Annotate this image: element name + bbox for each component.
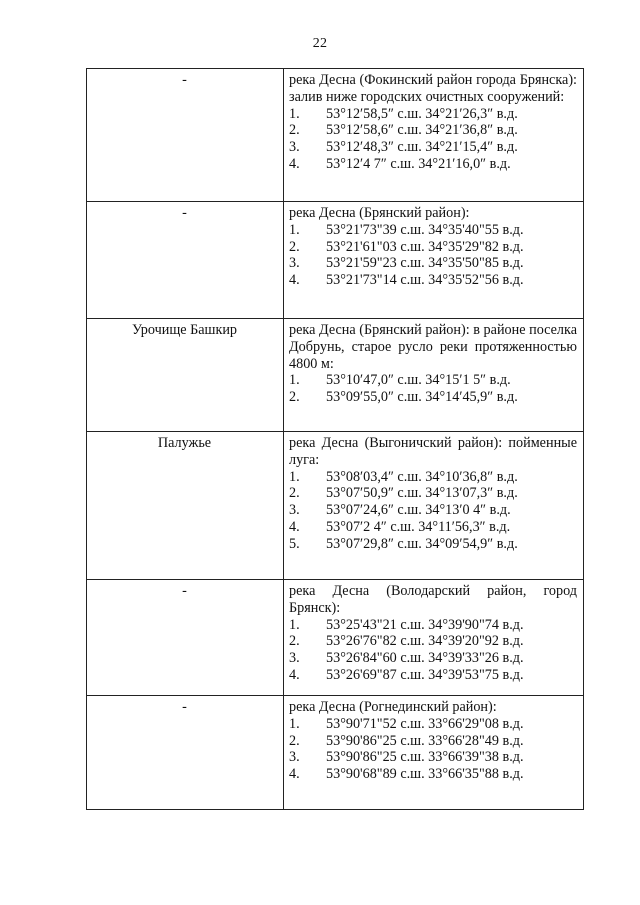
coordinate-item [289,485,577,502]
site-name: Урочище Башкир [131,322,238,338]
coordinate-item [289,749,577,766]
coordinate-number: 4. [289,518,300,535]
coordinate-number: 1. [289,468,300,485]
coordinate-item [289,239,577,256]
coordinate-value: 53°25'43"21 с.ш. 34°39'90"74 в.д. [326,616,524,633]
site-description: река Десна (Фокинский район города Брянска): залив ниже городских очистных сооружений: [289,72,577,105]
site-name-cell [87,69,284,202]
coordinate-value: 53°26'76"82 с.ш. 34°39'20"92 в.д. [326,633,524,650]
site-name-cell [87,580,284,696]
coordinate-item [289,519,577,536]
coordinate-value: 53°12′4 7″ с.ш. 34°21′16,0″ в.д. [326,155,511,172]
site-name: - [182,583,187,599]
coordinate-item [289,766,577,783]
site-description-cell [284,319,584,432]
coordinate-item [289,222,577,239]
site-name: Палужье [157,435,212,451]
coordinate-item [289,716,577,733]
coordinate-item [289,469,577,486]
habitat-table [86,68,584,810]
coordinate-item [289,502,577,519]
page-number: 22 [312,36,328,51]
site-name-cell [87,202,284,319]
site-name-cell [87,696,284,810]
site-description-cell [284,696,584,810]
coordinate-value: 53°10′47,0″ с.ш. 34°15′1 5″ в.д. [326,372,511,389]
coordinate-value: 53°08′03,4″ с.ш. 34°10′36,8″ в.д. [326,468,518,485]
site-name-cell [87,319,284,432]
coordinate-number: 5. [289,535,300,552]
site-name: - [182,699,187,715]
coordinate-item [289,667,577,684]
coordinate-number: 2. [289,238,300,255]
coordinate-value: 53°21'73"14 с.ш. 34°35'52"56 в.д. [326,272,524,289]
coordinate-number: 3. [289,749,300,766]
table-row [87,202,584,319]
site-description-cell [284,432,584,580]
coordinate-number: 1. [289,105,300,122]
coordinate-item [289,733,577,750]
coordinate-value: 53°07′24,6″ с.ш. 34°13′0 4″ в.д. [326,502,511,519]
coordinate-value: 53°21'59"23 с.ш. 34°35'50"85 в.д. [326,255,524,272]
table-row [87,696,584,810]
coordinate-value: 53°07′50,9″ с.ш. 34°13′07,3″ в.д. [326,485,518,502]
coordinate-number: 3. [289,139,300,156]
coordinate-number: 3. [289,502,300,519]
coordinate-item [289,106,577,123]
site-description: река Десна (Брянский район): в районе поселка Добрунь, старое русло реки протяженностью 4800 м: [289,322,577,372]
coordinate-item [289,255,577,272]
coordinate-value: 53°90'86"25 с.ш. 33°66'39"38 в.д. [326,749,524,766]
coordinate-number: 3. [289,650,300,667]
site-description: река Десна (Володарский район, город Брянск): [289,583,577,616]
coordinate-value: 53°26'84"60 с.ш. 34°39'33"26 в.д. [326,650,524,667]
coordinate-item [289,650,577,667]
coordinate-number: 2. [289,122,300,139]
site-description: река Десна (Брянский район): [289,205,470,221]
coordinate-number: 4. [289,766,300,783]
coordinate-number: 4. [289,272,300,289]
coordinate-value: 53°26'69"87 с.ш. 34°39'53"75 в.д. [326,666,524,683]
table-row [87,319,584,432]
site-name: - [182,72,187,88]
site-description-cell [284,580,584,696]
coordinate-item [289,389,577,406]
coordinate-number: 2. [289,732,300,749]
coordinate-number: 2. [289,485,300,502]
site-name-cell [87,432,284,580]
coordinate-number: 2. [289,633,300,650]
table-row [87,69,584,202]
coordinate-value: 53°90'68"89 с.ш. 33°66'35"88 в.д. [326,766,524,783]
coordinate-value: 53°21'73"39 с.ш. 34°35'40"55 в.д. [326,221,524,238]
coordinate-number: 1. [289,715,300,732]
table-row [87,580,584,696]
site-description: река Десна (Рогнединский район): [289,699,497,715]
coordinate-value: 53°09′55,0″ с.ш. 34°14′45,9″ в.д. [326,389,518,406]
coordinate-number: 1. [289,372,300,389]
coordinate-item [289,156,577,173]
site-name: - [182,205,187,221]
coordinate-item [289,272,577,289]
coordinate-value: 53°90'71"52 с.ш. 33°66'29"08 в.д. [326,715,524,732]
site-description-cell [284,69,584,202]
coordinate-number: 4. [289,666,300,683]
habitat-table-body [87,69,584,810]
coordinate-item [289,122,577,139]
coordinate-item [289,633,577,650]
coordinate-value: 53°12′48,3″ с.ш. 34°21′15,4″ в.д. [326,139,518,156]
coordinate-item [289,536,577,553]
coordinate-value: 53°12′58,5″ с.ш. 34°21′26,3″ в.д. [326,105,518,122]
site-description: река Десна (Выгоничский район): пойменные луга: [289,435,577,468]
coordinate-value: 53°12′58,6″ с.ш. 34°21′36,8″ в.д. [326,122,518,139]
coordinate-item [289,139,577,156]
coordinate-value: 53°07′29,8″ с.ш. 34°09′54,9″ в.д. [326,535,518,552]
coordinate-number: 1. [289,221,300,238]
coordinate-value: 53°21'61"03 с.ш. 34°35'29"82 в.д. [326,238,524,255]
coordinate-item [289,372,577,389]
coordinate-number: 4. [289,155,300,172]
coordinate-number: 3. [289,255,300,272]
coordinate-number: 1. [289,616,300,633]
table-row [87,432,584,580]
coordinate-value: 53°07′2 4″ с.ш. 34°11′56,3″ в.д. [326,518,511,535]
coordinate-value: 53°90'86"25 с.ш. 33°66'28"49 в.д. [326,732,524,749]
coordinate-number: 2. [289,389,300,406]
coordinate-item [289,617,577,634]
site-description-cell [284,202,584,319]
